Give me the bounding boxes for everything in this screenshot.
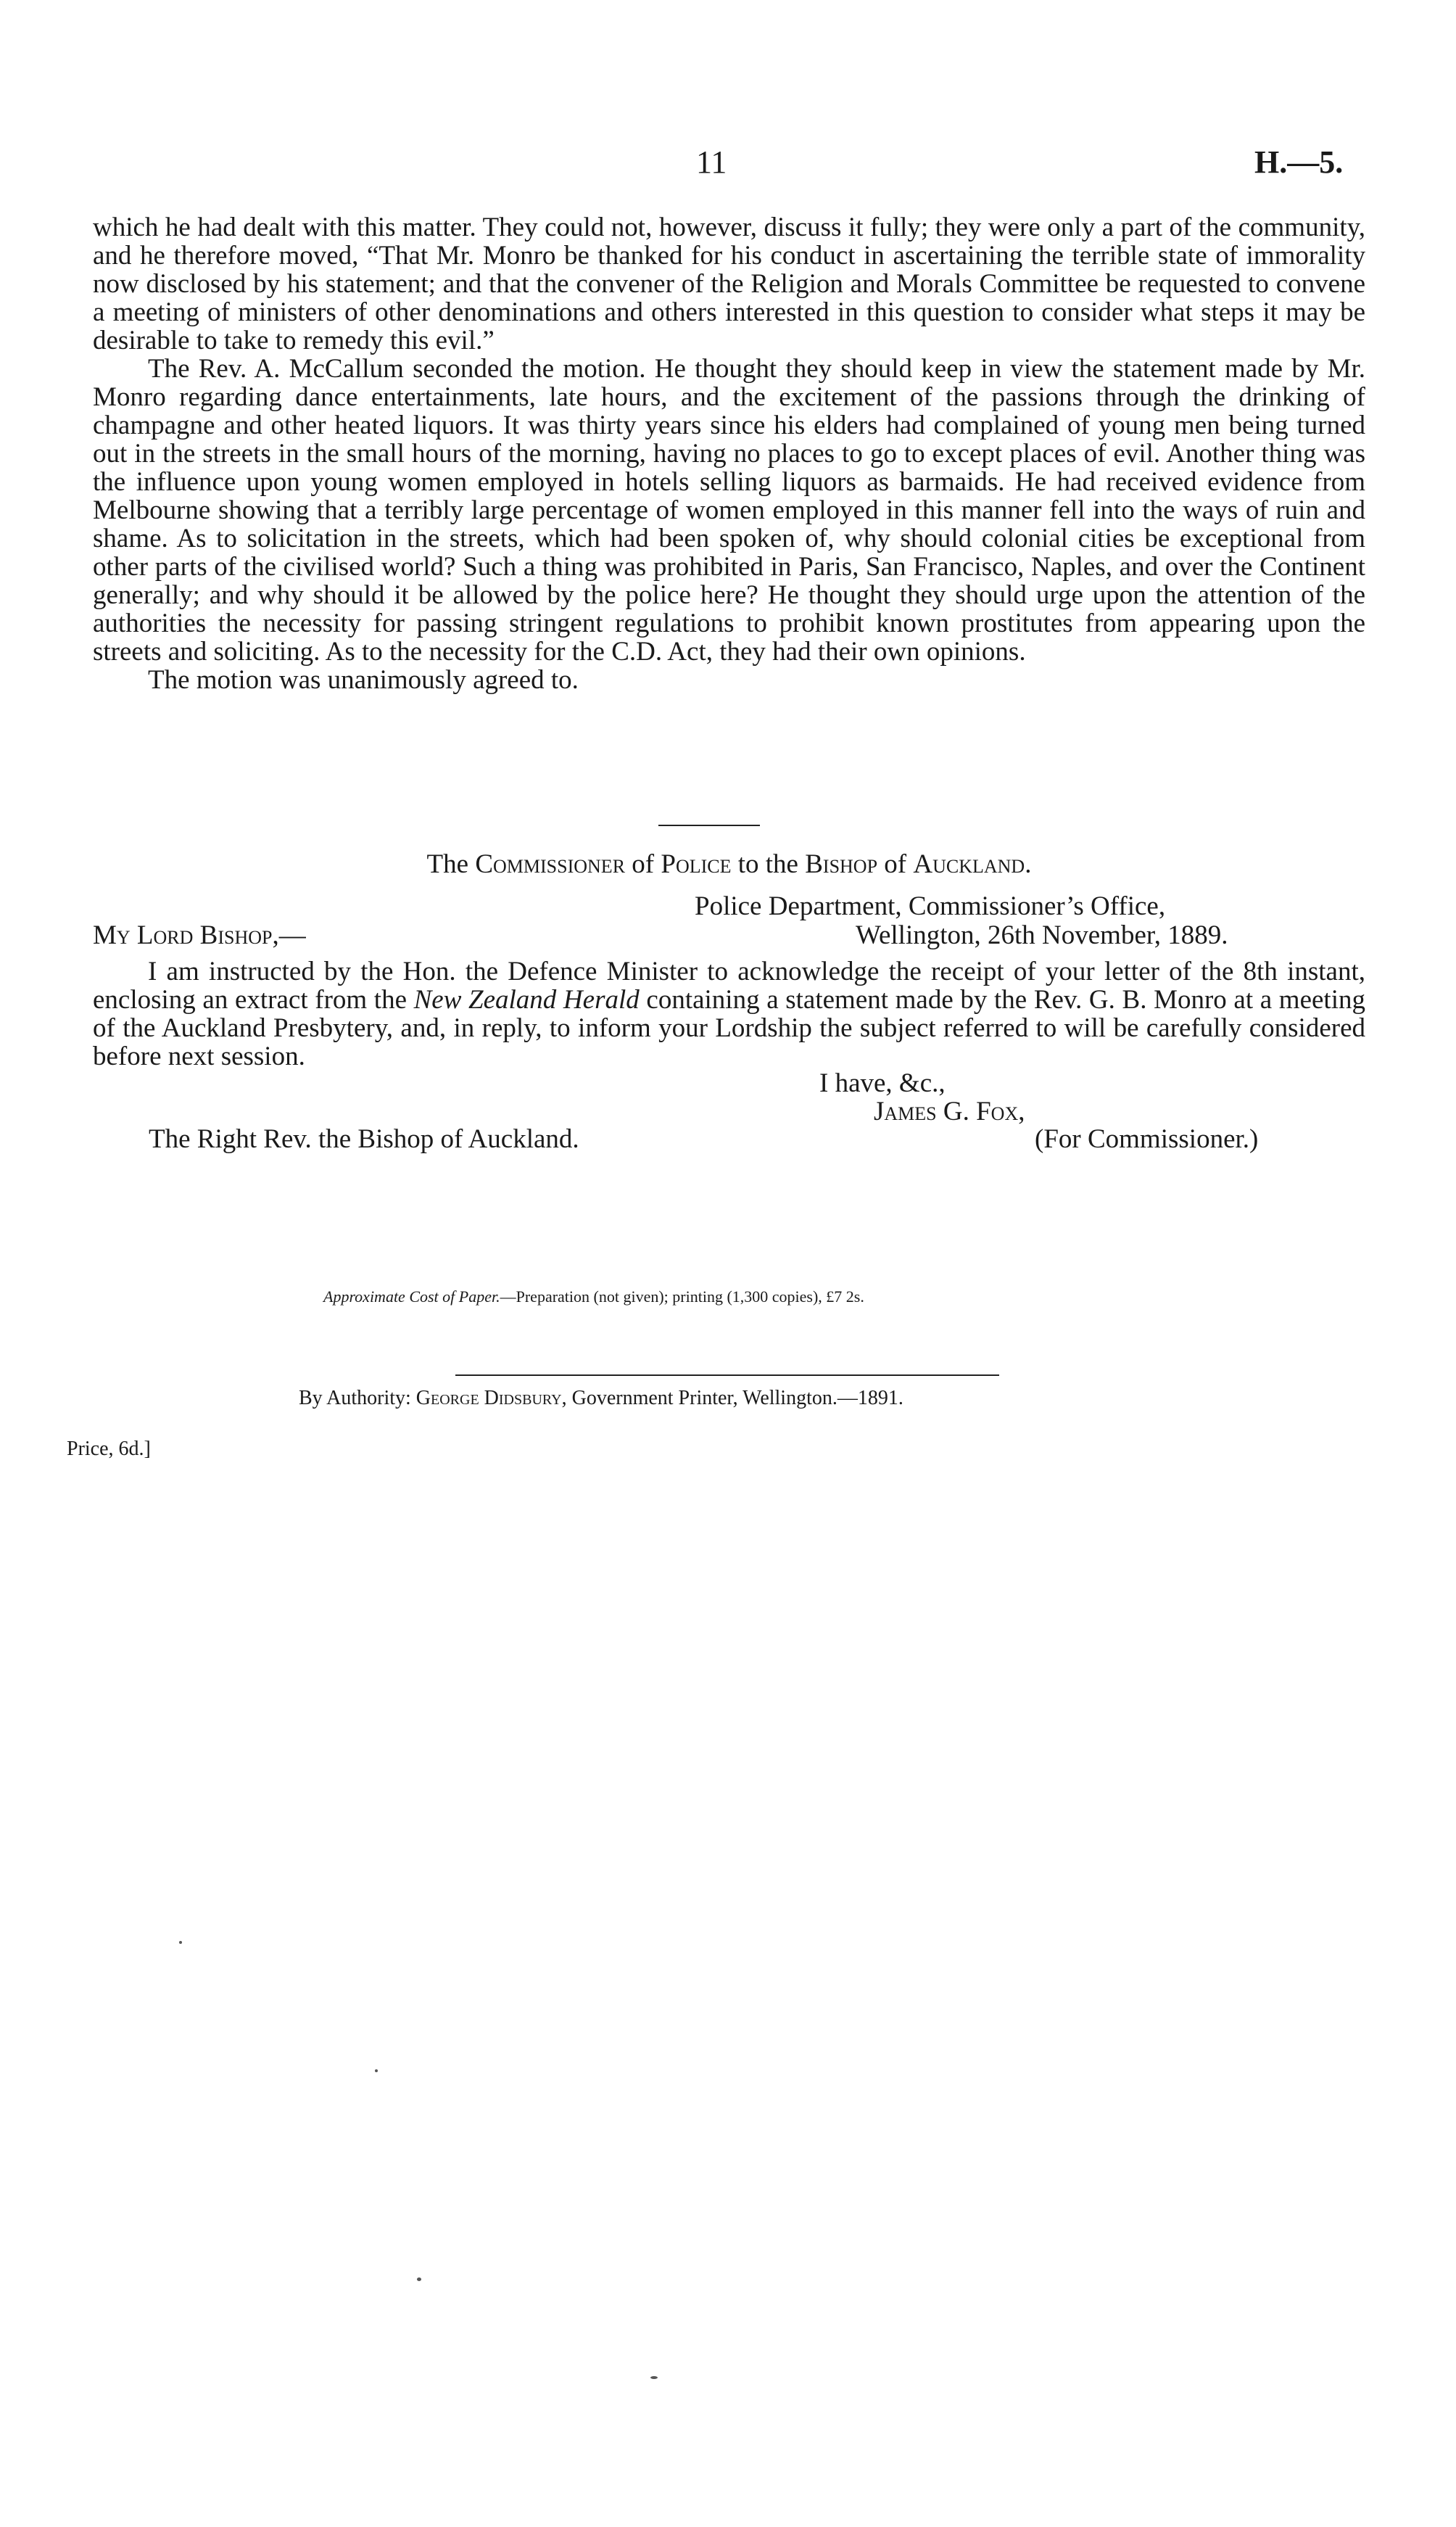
imprint-rule: [455, 1374, 999, 1376]
letter-title: [93, 850, 1365, 878]
letter-closing: I have, &c.,: [819, 1068, 946, 1098]
letter-body-text-2: containing a statement made by the Rev. G. B. Monro at a meeting of the Auckland Presbytery, and, in reply, to inform your Lordship the subject referred to will be carefully considered before next session.: [93, 985, 1365, 1071]
title-of-2: of: [884, 849, 907, 879]
printer-name: George Didsbury: [415, 1387, 562, 1409]
title-recipient: Bishop: [805, 849, 878, 879]
cost-label: Approximate Cost of Paper.: [323, 1287, 500, 1306]
letter-signature: James G. Fox,: [874, 1097, 1025, 1126]
section-divider: [658, 825, 760, 826]
title-of: of: [632, 849, 655, 879]
letter-body-paragraph: [93, 957, 1365, 1071]
motion-paragraph: which he had dealt with this matter. They could not, however, discuss it fully; they were only a part of the community, and he therefore moved, “That Mr. Monro be thanked for his conduct in ascertaining the terrible state of immorality now disclosed by his statement; and that the convener of the Religion and Morals Committee be requested to convene a meeting of ministers of other denominations and others interested in this question to consider what steps it may be desirable to take to remedy this evil.”: [93, 213, 1365, 355]
presbytery-report: [93, 213, 1365, 694]
scan-speck: [417, 2277, 421, 2281]
signatory-capacity: (For Commissioner.): [1035, 1124, 1259, 1154]
motion-agreed-paragraph: The motion was unanimously agreed to.: [148, 665, 579, 695]
title-to: to the: [737, 849, 798, 879]
scan-speck: [179, 1941, 182, 1944]
letter-addressee: The Right Rev. the Bishop of Auckland.: [149, 1124, 579, 1154]
letter-body: [93, 957, 1365, 1071]
title-article: The: [426, 849, 469, 879]
cost-of-paper: [323, 1287, 864, 1306]
price-note: Price, 6d.]: [67, 1438, 151, 1460]
title-place: Auckland.: [913, 849, 1032, 879]
imprint-suffix: , Government Printer, Wellington.—1891.: [561, 1387, 903, 1409]
letter-address: Police Department, Commissioner’s Office,: [695, 891, 1166, 921]
title-sender: Commissioner: [475, 849, 626, 879]
title-department: Police: [661, 849, 732, 879]
mccallum-paragraph: The Rev. A. McCallum seconded the motion. He thought they should keep in view the statement made by Mr. Monro regarding dance entertainments, late hours, and the excitement of the passions through the drinking of champagne and other heated liquors. It was thirty years since his elders had complained of young men being turned out in the streets in the small hours of the morning, having no places to go to except places of evil. Another thing was the influence upon young women employed in hotels selling liquors as barmaids. He had received evidence from Melbourne showing that a terribly large percentage of women employed in this manner fell into the ways of ruin and shame. As to solicitation in the streets, which had been spoken of, why should colonial cities be exceptional from other parts of the civilised world? Such a thing was prohibited in Paris, San Francisco, Naples, and over the Continent generally; and why should it be allowed by the police here? He thought they should urge upon the attention of the authorities the necessity for passing stringent regulations to prohibit known prostitutes from appearing upon the streets and soliciting. As to the necessity for the C.D. Act, they had their own opinions.: [93, 354, 1365, 667]
cost-text: —Preparation (not given); printing (1,300 copies), £7 2s.: [500, 1287, 864, 1306]
letter-body-text-1: I am instructed by the Hon. the Defence Minister to acknowledge the receipt of your letter of the 8th instant, enclosing an extract from the: [93, 957, 1365, 1015]
scan-speck: [375, 2069, 378, 2072]
printer-imprint: [299, 1387, 903, 1410]
page-number: 11: [696, 144, 727, 180]
letter-date: Wellington, 26th November, 1889.: [856, 920, 1228, 950]
scan-speck: [650, 2376, 658, 2379]
newspaper-name: New Zealand Herald: [413, 985, 640, 1015]
letter-salutation: My Lord Bishop,—: [93, 920, 306, 950]
document-reference: H.—5.: [1254, 144, 1344, 180]
imprint-prefix: By Authority:: [299, 1387, 411, 1409]
